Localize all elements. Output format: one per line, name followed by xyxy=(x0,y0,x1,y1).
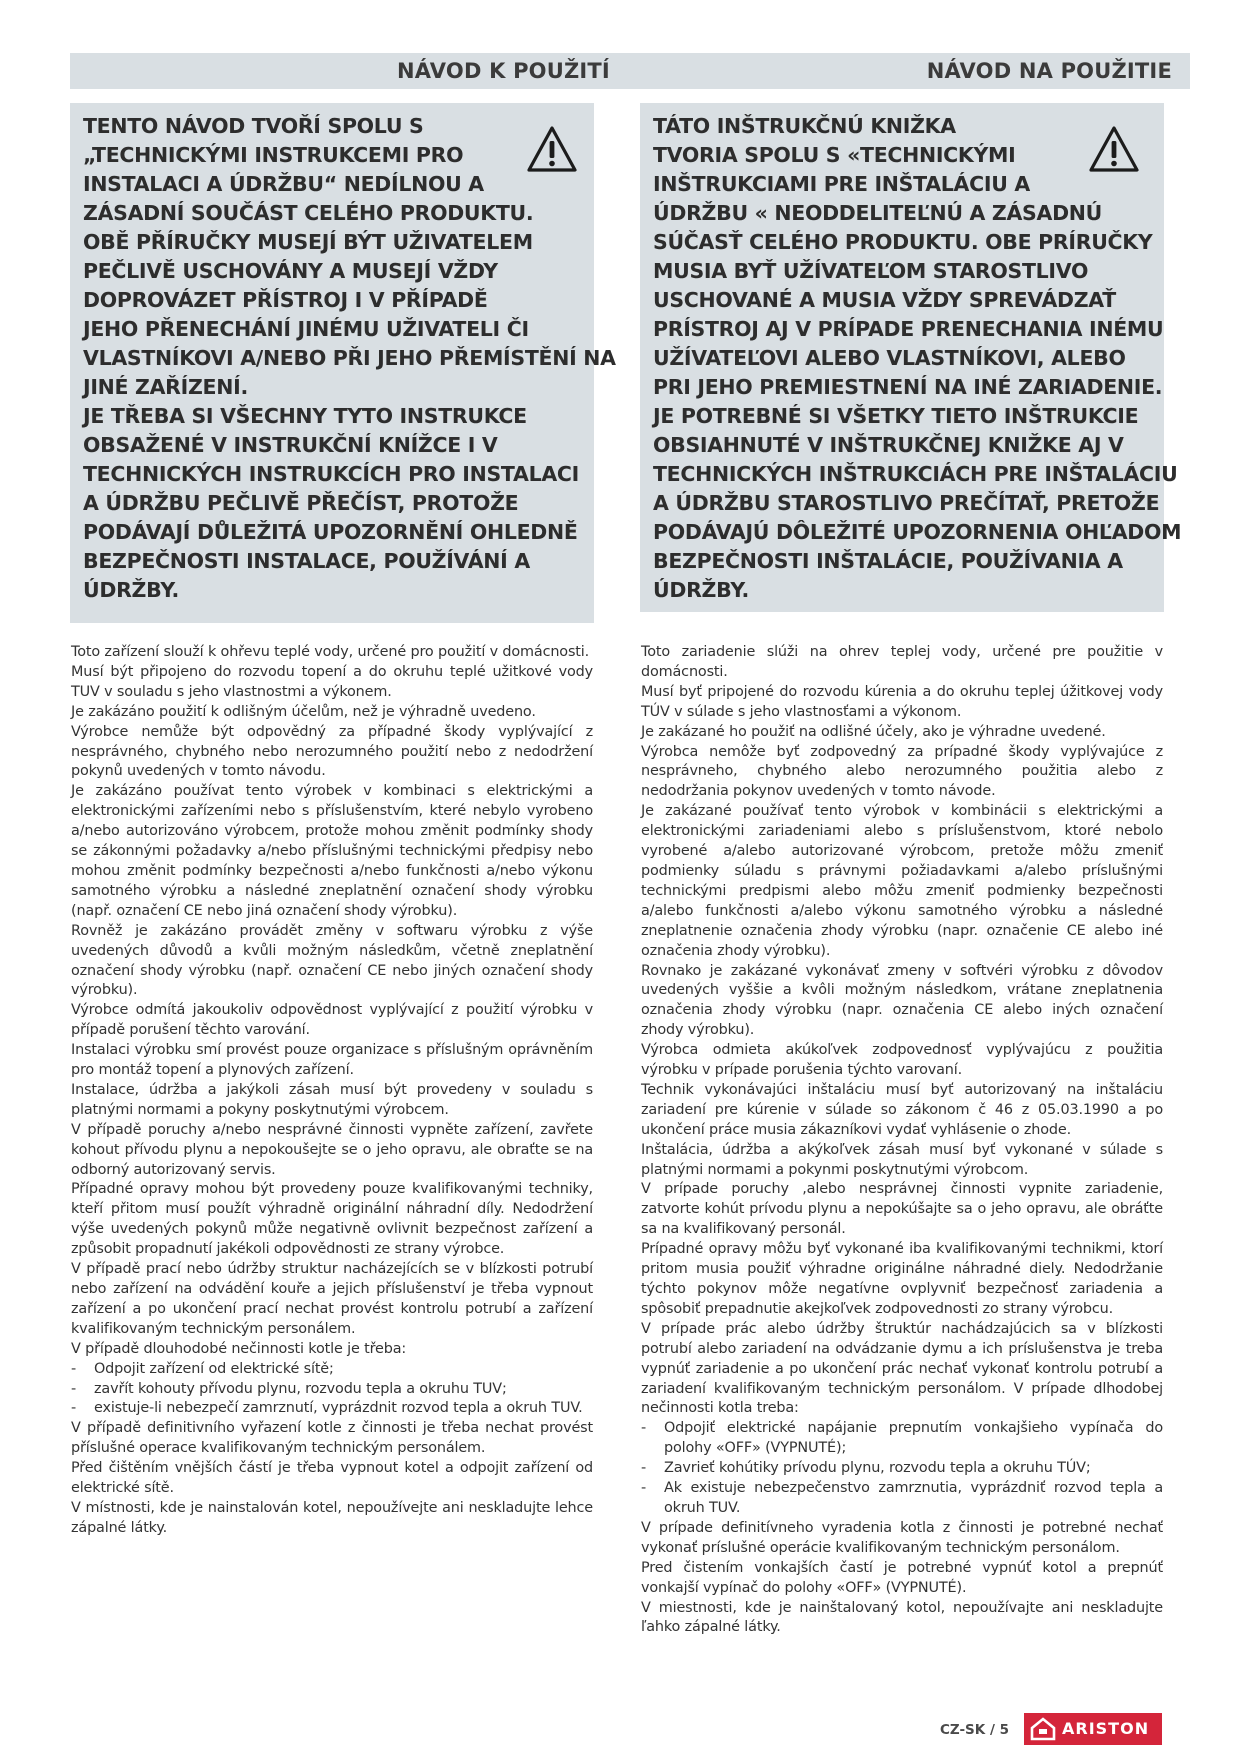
warning-line: ZÁSADNÍ SOUČÁST CELÉHO PRODUKTU. xyxy=(83,201,534,225)
warning-line: TVORIA SPOLU S «TECHNICKÝMI xyxy=(653,143,1016,167)
warning-box-sk xyxy=(640,103,1182,612)
paragraph: Je zakázané používať tento výrobok v kombinácii s elektrickými a elektronickými zariadeniami alebo s príslušenstvom, ktoré nebolo vyrobené a/alebo autorizované výrobcom, pretože môžu zmeniť podmienky súladu s právnymi požiadavkami a/alebo príslušnými technickými predpismi alebo môžu zmeniť podmienky bezpečnosti a/alebo funkčnosti a/alebo výkonu samotného výrobku a následné zneplatnenie označenia zhody výrobku (napr. označenie CE alebo iné označenia zhody výrobku). xyxy=(641,803,1163,959)
paragraph: V místnosti, kde je nainstalován kotel, nepoužívejte ani neskladujte lehce zápalné látky. xyxy=(71,1499,593,1536)
warning-triangle-icon xyxy=(526,125,578,173)
paragraph: Výrobca nemôže byť zodpovedný za prípadné škody vyplývajúce z nesprávneho, chybného alebo nerozumného použitia alebo z nedodržania pokynov uvedených v tomto návode. xyxy=(641,743,1163,800)
paragraph: V případě dlouhodobé nečinnosti kotle je třeba: xyxy=(71,1340,407,1357)
list-item: - Zavrieť kohútiky prívodu plynu, rozvodu tepla a okruhu TÚV; xyxy=(641,1459,1163,1479)
paragraph: Inštalácia, údržba a akýkoľvek zásah musí byť vykonané v súlade s platnými normami a pokynmi poskytnutými výrobcom. xyxy=(641,1141,1163,1178)
warning-line: PRÍSTROJ AJ V PRÍPADE PRENECHANIA INÉMU xyxy=(653,317,1164,341)
warning-line: SÚČASŤ CELÉHO PRODUKTU. OBE PRÍRUČKY xyxy=(653,230,1153,254)
warning-line: OBSIAHNUTÉ V INŠTRUKČNEJ KNIŽKE AJ V xyxy=(653,433,1124,457)
maintenance-list-sk xyxy=(641,1419,1163,1519)
warning-line: TENTO NÁVOD TVOŘÍ SPOLU S xyxy=(83,114,424,138)
paragraph: Před čištěním vnějších částí je třeba vypnout kotel a odpojit zařízení od elektrické sítě. xyxy=(71,1460,593,1497)
page-number: CZ-SK / 5 xyxy=(940,1722,1009,1738)
paragraph: Instalace, údržba a jakýkoli zásah musí být provedeny v souladu s platnými normami a pokyny poskytnutými výrobcem. xyxy=(71,1081,593,1118)
warning-line: PODÁVAJÚ DÔLEŽITÉ UPOZORNENIA OHĽADOM xyxy=(653,520,1182,544)
paragraph: V případě prací nebo údržby struktur nacházejících se v blízkosti potrubí nebo zařízení na odvádění kouře a jejich příslušenství je třeba vypnout zařízení a po ukončení prací nechat provést kontrolu potrubí a zařízení kvalifikovaným technickým personálem. xyxy=(71,1261,593,1337)
paragraph: Je zakázáno použití k odlišným účelům, než je výhradně uvedeno. xyxy=(71,703,536,720)
paragraph: Případné opravy mohou být provedeny pouze kvalifikovanými techniky, kteří přitom musí použít výhradně originální náhradní díly. Nedodržení výše uvedených pokynů může negativně ovlivnit bezpečnost zařízení a způsobit propadnutí jakékoli odpovědnosti ze strany výrobce. xyxy=(71,1181,593,1258)
warning-line: PRI JEHO PREMIESTNENÍ NA INÉ ZARIADENIE. xyxy=(653,375,1163,399)
paragraph: Toto zařízení slouží k ohřevu teplé vody, určené pro použití v domácnosti. xyxy=(71,644,590,660)
paragraph: Rovnako je zakázané vykonávať zmeny v softvéri výrobku z dôvodov uvedených vyššie a kvôli možným následkom, vrátane zneplatnenia označenia zhody výrobku (napr. označenia CE alebo iných označení zhody výrobku). xyxy=(641,962,1163,1039)
header-title-cz: NÁVOD K POUŽITÍ xyxy=(397,59,610,83)
warning-line: PODÁVAJÍ DŮLEŽITÁ UPOZORNĚNÍ OHLEDNĚ xyxy=(83,520,578,544)
paragraph: Musí byť pripojené do rozvodu kúrenia a do okruhu teplej úžitkovej vody TÚV v súlade s jeho vlastnosťami a výkonom. xyxy=(641,683,1163,720)
warning-line: JEHO PŘENECHÁNÍ JINÉMU UŽIVATELI ČI xyxy=(83,317,529,341)
header-title-sk: NÁVOD NA POUŽITIE xyxy=(926,59,1172,83)
paragraph: Výrobca odmieta akúkoľvek zodpovednosť vyplývajúcu z použitia výrobku v prípade porušenia týchto varovaní. xyxy=(641,1042,1163,1079)
header-bar xyxy=(70,53,1190,89)
paragraph: Rovněž je zakázáno provádět změny v softwaru výrobku z výše uvedených důvodů a kvůli možným následkům, včetně zneplatnění označení shody výrobku (např. označení CE nebo jiných označení shody výrobku). xyxy=(71,922,593,999)
list-item: - Ak existuje nebezpečenstvo zamrznutia, vyprázdniť rozvod tepla a okruh TUV. xyxy=(641,1479,1163,1519)
warning-line: A ÚDRŽBU PEČLIVĚ PŘEČÍST, PROTOŽE xyxy=(83,491,519,515)
paragraph: Je zakázáno používat tento výrobek v kombinaci s elektrickými a elektronickými zařízeními nebo s příslušenstvím, které nebylo vyrobeno a/nebo autorizováno výrobcem, protože mohou změnit podmínky shody se zákonnými požadavky a/nebo příslušnými technickými předpisy nebo mohou změnit podmínky bezpečnosti a/nebo funkčnosti a/nebo výkonu samotného výrobku a následné zneplatnění označení shody výrobku (např. označení CE nebo jiná označení shody výrobku). xyxy=(71,783,593,919)
paragraph: Prípadné opravy môžu byť vykonané iba kvalifikovanými technikmi, ktorí pritom musia použiť výhradne originálne náhradné diely. Nedodržanie týchto pokynov môže negatívne ovplyvniť bezpečnosť zariadenia a spôsobiť prepadnutie akejkoľvek zodpovednosti zo strany výrobcu. xyxy=(641,1241,1163,1317)
ariston-logo xyxy=(1024,1713,1162,1745)
paragraph: Instalaci výrobku smí provést pouze organizace s příslušným oprávněním pro montáž topení a plynových zařízení. xyxy=(71,1042,593,1079)
list-item: - Odpojiť elektrické napájanie prepnutím vonkajšieho vypínača do polohy «OFF» (VYPNUTÉ); xyxy=(641,1419,1163,1459)
warning-box-cz xyxy=(70,103,616,623)
warning-line: OBSAŽENÉ V INSTRUKČNÍ KNÍŽCE I V xyxy=(83,433,498,457)
paragraph: V případě poruchy a/nebo nesprávné činnosti vypněte zařízení, zavřete kohout přívodu plynu a nepokoušejte se o jeho opravu, ale obraťte se na odborný autorizovaný servis. xyxy=(71,1121,593,1178)
paragraph: Toto zariadenie slúži na ohrev teplej vody, určené pre použitie v domácnosti. xyxy=(641,644,1163,680)
paragraph: Pred čistením vonkajších častí je potrebné vypnúť kotol a prepnúť vonkajší vypínač do polohy «OFF» (VYPNUTÉ). xyxy=(641,1559,1163,1596)
paragraph: V miestnosti, kde je nainštalovaný kotol, nepoužívajte ani neskladujte ľahko zápalné látky. xyxy=(641,1599,1163,1636)
paragraph: Musí být připojeno do rozvodu topení a do okruhu teplé užitkové vody TUV v souladu s jeho vlastnostmi a výkonem. xyxy=(71,663,593,700)
brand-name: ARISTON xyxy=(1062,1719,1150,1738)
paragraph: V prípade poruchy ,alebo nesprávnej činnosti vypnite zariadenie, zatvorte kohút prívodu plynu a nepokúšajte sa o jeho opravu, ale obráťte sa na kvalifikovaný personál. xyxy=(641,1181,1163,1238)
warning-line: ÚDRŽBY. xyxy=(83,578,179,602)
house-logo-icon xyxy=(1030,1717,1056,1741)
paragraph: V prípade prác alebo údržby štruktúr nachádzajúcich sa v blízkosti potrubí alebo zariadení na odvádzanie dymu a ich príslušenstva je treba vypnúť zariadenie a po ukončení prác nechať vykonať kontrolu potrubí a zariadení kvalifikovaným technickým personálom. V prípade dlhodobej nečinnosti kotla treba: xyxy=(641,1320,1163,1417)
paragraph: Výrobce nemůže být odpovědný za případné škody vyplývající z nesprávného, chybného nebo nerozumného použití nebo z nedodržení pokynů uvedených v tomto návodu. xyxy=(71,723,593,780)
warning-line: USCHOVANÉ A MUSIA VŽDY SPREVÁDZAŤ xyxy=(653,288,1116,312)
warning-line: OBĚ PŘÍRUČKY MUSEJÍ BÝT UŽIVATELEM xyxy=(83,230,533,254)
warning-line: ÚDRŽBY. xyxy=(653,578,749,602)
paragraph: V prípade definitívneho vyradenia kotla z činnosti je potrebné nechať vykonať príslušné operácie kvalifikovaným technickým personálom. xyxy=(641,1519,1163,1556)
warning-line: DOPROVÁZET PŘÍSTROJ I V PŘÍPADĚ xyxy=(83,288,488,312)
paragraph: Výrobce odmítá jakoukoliv odpovědnost vyplývající z použití výrobku v případě porušení těchto varování. xyxy=(71,1002,593,1039)
list-item: - zavřít kohouty přívodu plynu, rozvodu tepla a okruhu TUV; xyxy=(71,1380,593,1400)
warning-line: JE TŘEBA SI VŠECHNY TYTO INSTRUKCE xyxy=(83,404,527,428)
warning-line: JINÉ ZAŘÍZENÍ. xyxy=(83,375,248,399)
warning-line: UŽÍVATEĽOVI ALEBO VLASTNÍKOVI, ALEBO xyxy=(653,346,1126,370)
list-item: - Odpojit zařízení od elektrické sítě; xyxy=(71,1360,593,1380)
warning-line: „TECHNICKÝMI INSTRUKCEMI PRO xyxy=(83,143,464,167)
warning-line: TECHNICKÝCH INSTRUKCÍCH PRO INSTALACI xyxy=(83,462,579,486)
paragraph: Je zakázané ho použiť na odlišné účely, ako je výhradne uvedené. xyxy=(641,723,1106,740)
warning-line: TÁTO INŠTRUKČNÚ KNIŽKA xyxy=(653,114,956,138)
warning-line: PEČLIVĚ USCHOVÁNY A MUSEJÍ VŽDY xyxy=(83,259,498,283)
warning-line: BEZPEČNOSTI INSTALACE, POUŽÍVÁNÍ A xyxy=(83,549,530,573)
warning-line: MUSIA BYŤ UŽÍVATEĽOM STAROSTLIVO xyxy=(653,259,1089,283)
warning-line: TECHNICKÝCH INŠTRUKCIÁCH PRE INŠTALÁCIU xyxy=(653,462,1178,486)
body-text-sk xyxy=(641,643,1163,1638)
warning-line: VLASTNÍKOVI A/NEBO PŘI JEHO PŘEMÍSTĚNÍ NA xyxy=(83,346,616,370)
list-item: - existuje-li nebezpečí zamrznutí, vyprázdnit rozvod tepla a okruh TUV. xyxy=(71,1399,593,1419)
paragraph: Technik vykonávajúci inštaláciu musí byť autorizovaný na inštaláciu zariadení pre kúrenie v súlade so zákonom č 46 z 05.03.1990 a po ukončení práce musia zákazníkovi vydať vyhlásenie o zhode. xyxy=(641,1081,1163,1138)
warning-text-cz xyxy=(83,112,616,605)
paragraph: V případě definitivního vyřazení kotle z činnosti je třeba nechat provést příslušné operace kvalifikovaným technickým personálem. xyxy=(71,1420,593,1457)
warning-line: INŠTRUKCIAMI PRE INŠTALÁCIU A xyxy=(653,172,1030,196)
warning-triangle-icon xyxy=(1088,125,1140,173)
warning-line: ÚDRŽBU « NEODDELITEĽNÚ A ZÁSADNÚ xyxy=(653,201,1102,225)
warning-line: JE POTREBNÉ SI VŠETKY TIETO INŠTRUKCIE xyxy=(653,404,1139,428)
maintenance-list-cz xyxy=(71,1360,593,1420)
warning-text-sk xyxy=(653,112,1181,605)
warning-line: BEZPEČNOSTI INŠTALÁCIE, POUŽÍVANIA A xyxy=(653,549,1123,573)
warning-line: INSTALACI A ÚDRŽBU“ NEDÍLNOU A xyxy=(83,172,484,196)
warning-line: A ÚDRŽBU STAROSTLIVO PREČÍTAŤ, PRETOŽE xyxy=(653,491,1160,515)
body-text-cz xyxy=(71,643,593,1539)
